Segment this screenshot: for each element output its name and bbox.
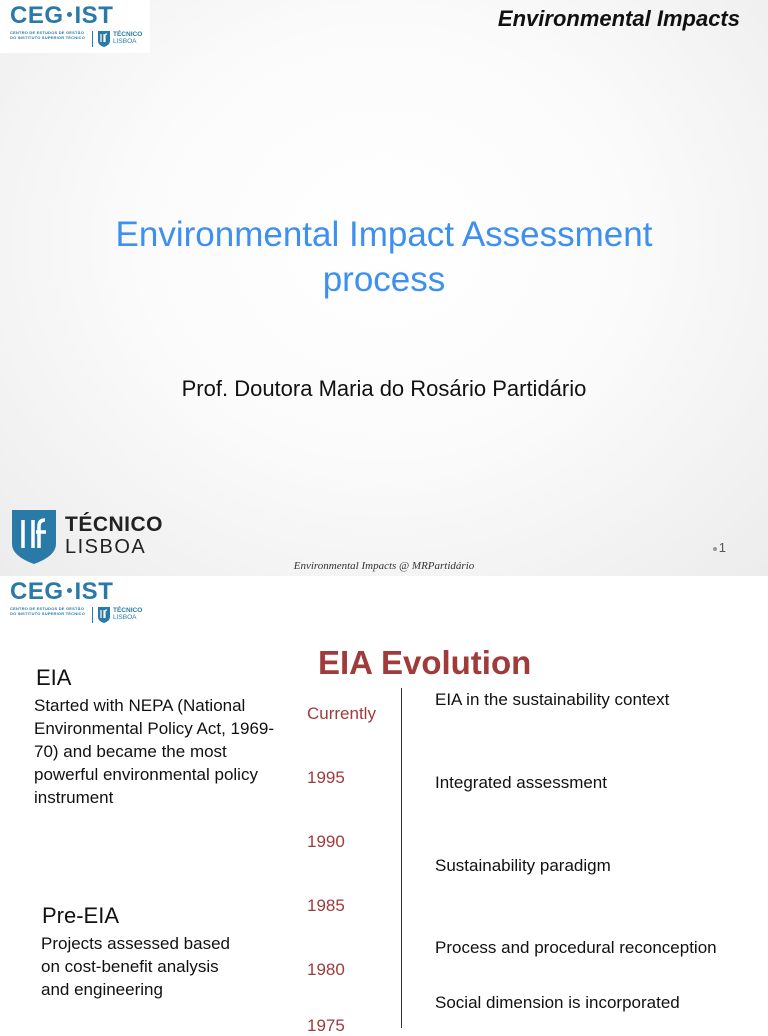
timeline-year: 1995: [307, 768, 345, 787]
ist-shield-icon: [98, 31, 110, 47]
tecnico-text: TÉCNICO: [65, 513, 163, 536]
logo-subtext: CENTRO DE ESTUDOS DE GESTÃO DO INSTITUTO SUPERIOR TÉCNICO: [10, 30, 86, 40]
timeline-event: Social dimension is incorporated: [435, 993, 680, 1012]
logo-divider: [92, 31, 93, 47]
timeline-year: 1985: [307, 896, 345, 915]
ceg-ist-logo: [0, 0, 150, 53]
header-title: Environmental Impacts: [497, 6, 740, 31]
slide-footer: Environmental Impacts @ MRPartidário: [293, 560, 475, 572]
ceg-ist-logo: [0, 576, 150, 629]
timeline-event: Integrated assessment: [435, 773, 607, 792]
page-number: 1: [713, 540, 726, 555]
timeline-divider: [401, 688, 402, 1028]
timeline-year: 1975: [307, 1016, 345, 1035]
main-title: [40, 212, 728, 302]
eia-heading: EIA: [36, 665, 72, 690]
logo-ist-text: IST: [74, 578, 114, 605]
main-title-line1: Environmental Impact Assessment: [115, 215, 653, 254]
logo-ceg-text: CEG: [10, 2, 64, 29]
timeline-event: Process and procedural reconception: [435, 938, 717, 957]
timeline-event: EIA in the sustainability context: [435, 690, 670, 709]
tecnico-lisboa-logo: [12, 510, 162, 566]
ceg-ist-wordmark: [10, 578, 113, 606]
logo-ist-text: IST: [74, 2, 114, 29]
lisboa-text: LISBOA: [65, 536, 147, 558]
timeline-year: 1990: [307, 832, 345, 851]
main-title-line2: process: [322, 260, 446, 299]
author-subtitle: Prof. Doutora Maria do Rosário Partidário: [181, 376, 587, 401]
timeline-event: Sustainability paradigm: [435, 856, 611, 875]
timeline-year: 1980: [307, 960, 345, 979]
ist-shield-icon: [12, 510, 56, 564]
ist-shield-icon: [98, 607, 110, 623]
logo-subtext: CENTRO DE ESTUDOS DE GESTÃO DO INSTITUTO SUPERIOR TÉCNICO: [10, 606, 86, 616]
ceg-ist-wordmark: [10, 2, 113, 30]
logo-ceg-text: CEG: [10, 578, 64, 605]
logo-tecnico-lisboa: TÉCNICO LISBOA: [113, 607, 143, 621]
eia-description: Started with NEPA (National Environmental Policy Act, 1969-70) and became the most powerful environmental policy instrument: [34, 696, 275, 807]
pre-eia-description: Projects assessed based on cost-benefit analysis and engineering: [41, 934, 230, 999]
logo-divider: [92, 607, 93, 623]
slide-2: [0, 576, 768, 1035]
slide-title: EIA Evolution: [318, 644, 532, 681]
logo-tecnico-lisboa: TÉCNICO LISBOA: [113, 31, 143, 45]
timeline-year: Currently: [307, 704, 376, 723]
pre-eia-heading: Pre-EIA: [42, 903, 120, 928]
